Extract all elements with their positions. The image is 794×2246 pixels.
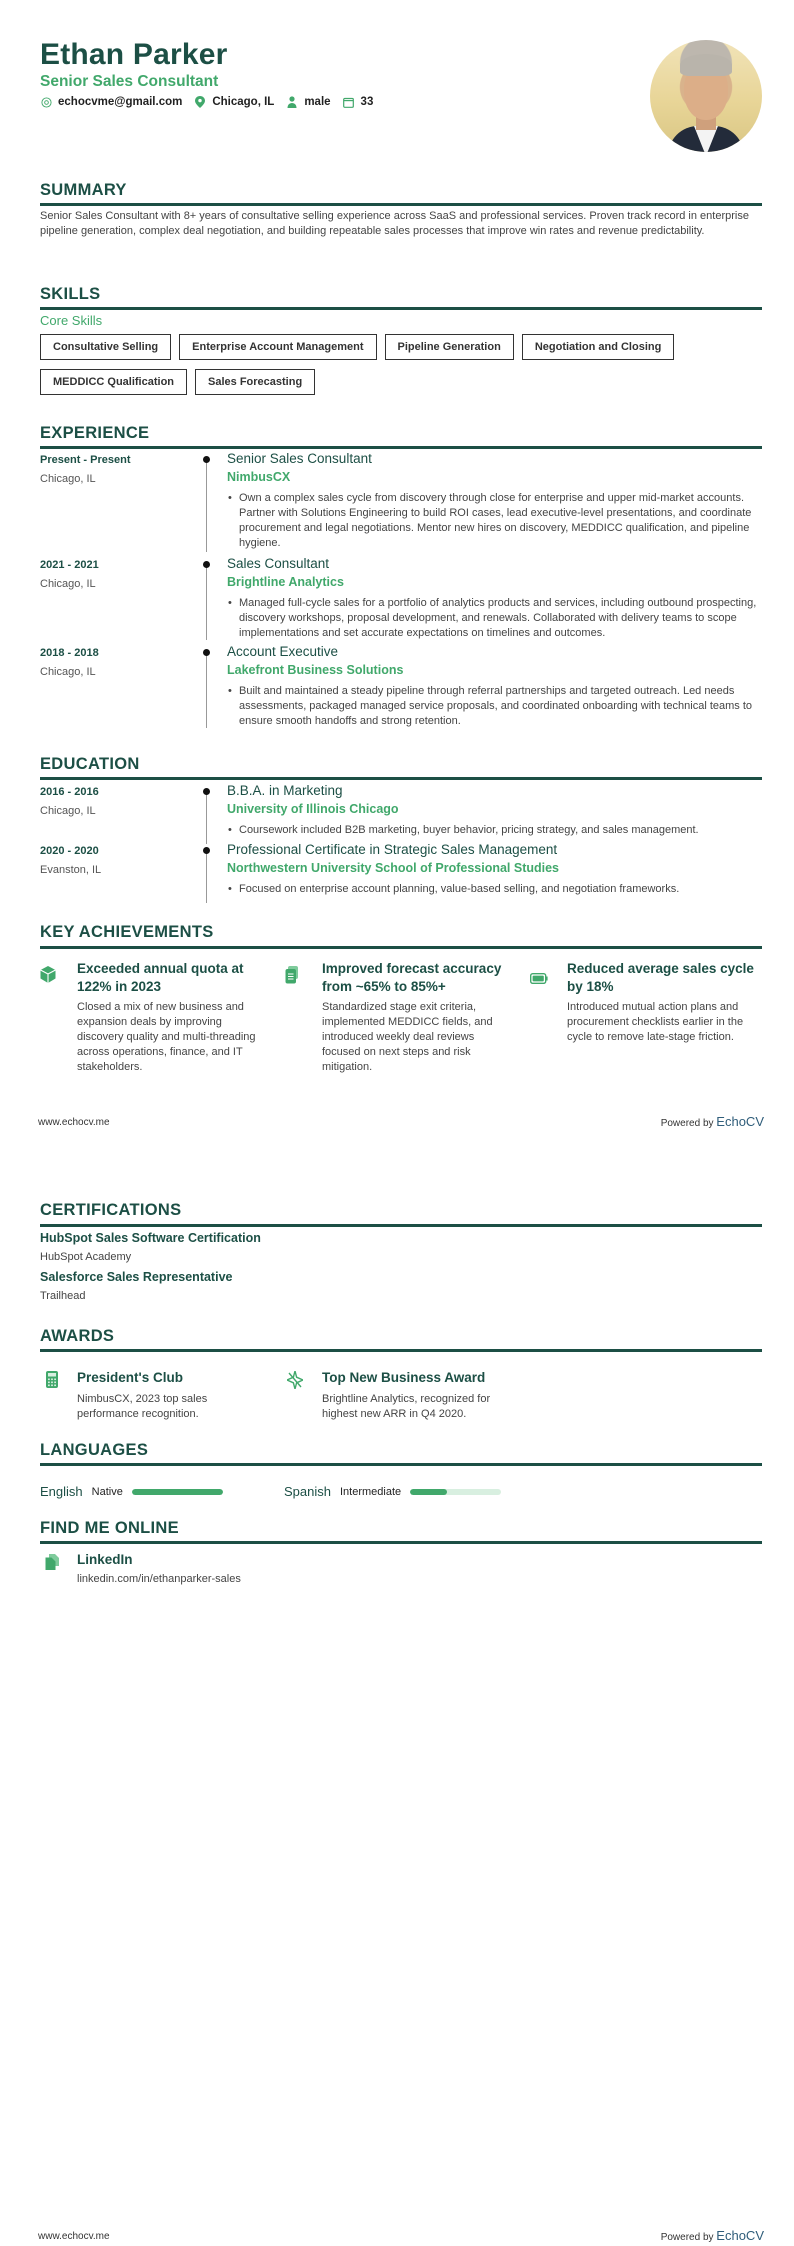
entry-location: Chicago, IL bbox=[40, 805, 96, 817]
timeline-dot bbox=[203, 561, 210, 568]
entry-bullet: • Built and maintained a steady pipeline through referral partnerships and targeted outreach. Led needs assessments, packaged managed service proposals, and coordinated onboarding with technical teams to ensure smooth handoffs and strong retention. bbox=[227, 684, 761, 729]
timeline-dot bbox=[203, 847, 210, 854]
powered-by-label: Powered by bbox=[660, 1118, 714, 1129]
entry-dates: 2016 - 2016 bbox=[40, 786, 99, 798]
languages-heading: LANGUAGES bbox=[40, 1441, 149, 1459]
achievements-divider bbox=[40, 946, 762, 949]
summary-divider bbox=[40, 203, 762, 206]
entry-company: Brightline Analytics bbox=[227, 575, 344, 589]
contact-age-value: 33 bbox=[360, 96, 374, 108]
language-proficiency-fill bbox=[132, 1489, 223, 1495]
footer-powered-by bbox=[661, 2228, 764, 2243]
language-name: Spanish bbox=[284, 1484, 331, 1499]
entry-role: Account Executive bbox=[227, 644, 339, 659]
achievement-title: Improved forecast accuracy from ~65% to 85%+ bbox=[322, 961, 502, 994]
footer-site-link[interactable]: www.echocv.me bbox=[38, 1117, 110, 1128]
skills-group-label: Core Skills bbox=[40, 313, 103, 328]
entry-degree: Professional Certificate in Strategic Sales Management bbox=[227, 842, 558, 857]
person-icon bbox=[286, 96, 298, 108]
entry-dates: Present - Present bbox=[40, 454, 131, 466]
contact-email[interactable] bbox=[40, 96, 182, 108]
cube-icon bbox=[40, 966, 56, 982]
experience-entry bbox=[40, 644, 762, 729]
entry-location: Chicago, IL bbox=[40, 666, 96, 678]
sparkle-icon bbox=[287, 1371, 301, 1389]
language-item bbox=[40, 1484, 223, 1499]
entry-location: Chicago, IL bbox=[40, 473, 96, 485]
entry-bullet: • Managed full-cycle sales for a portfolio of analytics products and services, including outbound prospecting, discovery workshops, proposal development, and renewals. Collaborated with delivery teams to scope implementations and set accurate expectations on timelines and outcomes. bbox=[227, 596, 761, 641]
entry-school: Northwestern University School of Professional Studies bbox=[227, 861, 560, 875]
skills-list bbox=[40, 334, 762, 395]
languages-divider bbox=[40, 1463, 762, 1466]
awards-heading: AWARDS bbox=[40, 1327, 115, 1345]
entry-location: Chicago, IL bbox=[40, 578, 96, 590]
language-name: English bbox=[40, 1484, 83, 1499]
online-divider bbox=[40, 1541, 762, 1544]
experience-divider bbox=[40, 446, 762, 449]
timeline-line bbox=[206, 792, 207, 844]
brand-logo-text: EchoCV bbox=[716, 2228, 764, 2243]
candidate-name: Ethan Parker bbox=[40, 38, 228, 71]
certification-name: Salesforce Sales Representative bbox=[40, 1270, 233, 1284]
contact-row bbox=[40, 96, 385, 108]
contact-location bbox=[194, 96, 274, 108]
candidate-title: Senior Sales Consultant bbox=[40, 73, 219, 90]
skill-chip: Pipeline Generation bbox=[385, 334, 514, 360]
at-icon bbox=[40, 96, 52, 108]
skill-chip: Consultative Selling bbox=[40, 334, 171, 360]
timeline-line bbox=[206, 565, 207, 640]
education-divider bbox=[40, 777, 762, 780]
entry-dates: 2021 - 2021 bbox=[40, 559, 99, 571]
timeline-dot bbox=[203, 788, 210, 795]
experience-entry bbox=[40, 451, 762, 552]
contact-gender-value: male bbox=[304, 96, 331, 108]
entry-location: Evanston, IL bbox=[40, 864, 102, 876]
achievement-title: Exceeded annual quota at 122% in 2023 bbox=[77, 961, 244, 994]
footer-site-link[interactable]: www.echocv.me bbox=[38, 2231, 110, 2242]
skills-heading: SKILLS bbox=[40, 285, 101, 303]
award-title: President's Club bbox=[77, 1370, 183, 1385]
timeline-dot bbox=[203, 649, 210, 656]
calendar-icon bbox=[343, 96, 355, 108]
entry-role: Sales Consultant bbox=[227, 556, 330, 571]
photo-hair bbox=[680, 54, 732, 76]
achievements-heading: KEY ACHIEVEMENTS bbox=[40, 923, 214, 941]
footer-powered-by bbox=[661, 1114, 764, 1129]
skills-divider bbox=[40, 307, 762, 310]
battery-icon bbox=[530, 969, 546, 985]
skill-chip: Sales Forecasting bbox=[195, 369, 315, 395]
education-entry bbox=[40, 783, 762, 842]
contact-age bbox=[343, 96, 374, 108]
contact-email-value: echocvme@gmail.com bbox=[58, 96, 183, 108]
profile-photo bbox=[650, 40, 762, 152]
award-text: Brightline Analytics, recognized for highest new ARR in Q4 2020. bbox=[322, 1393, 491, 1420]
calculator-icon bbox=[46, 1371, 60, 1389]
powered-by-label: Powered by bbox=[660, 2232, 714, 2243]
language-item bbox=[284, 1484, 501, 1499]
online-item[interactable] bbox=[40, 1552, 340, 1602]
online-url[interactable]: linkedin.com/in/ethanparker-sales bbox=[77, 1573, 241, 1585]
entry-degree: B.B.A. in Marketing bbox=[227, 783, 343, 798]
language-level: Intermediate bbox=[339, 1485, 402, 1498]
summary-text: Senior Sales Consultant with 8+ years of consultative selling experience across SaaS and professional services. Proven track record in enterprise pipeline generation, complex deal negotiation, and building repeatable sales processes that improve win rates and revenue predictability. bbox=[40, 210, 749, 237]
timeline-line bbox=[206, 851, 207, 903]
entry-school: University of Illinois Chicago bbox=[227, 802, 399, 816]
certification-name: HubSpot Sales Software Certification bbox=[40, 1231, 261, 1245]
education-heading: EDUCATION bbox=[40, 755, 140, 773]
achievement-text: Closed a mix of new business and expansion deals by improving discovery quality and multi-threading across operations, finance, and IT stakeholders. bbox=[77, 1001, 256, 1073]
language-proficiency-fill bbox=[410, 1489, 446, 1495]
timeline-line bbox=[206, 460, 207, 552]
skill-chip: Enterprise Account Management bbox=[179, 334, 376, 360]
award-text: NimbusCX, 2023 top sales performance recognition. bbox=[77, 1393, 208, 1420]
entry-bullet: • Own a complex sales cycle from discovery through close for enterprise and upper mid-market accounts. Partner with Solutions Engineering to build ROI cases, lead executive-level presentations, and coordinate procurement and legal negotiations. Mentor new hires on discovery, MEDDICC qualification, and pipeline hygiene. bbox=[227, 491, 761, 551]
online-label: LinkedIn bbox=[77, 1552, 133, 1567]
entry-bullet: • Coursework included B2B marketing, buyer behavior, pricing strategy, and sales management. bbox=[227, 823, 761, 838]
achievement-title: Reduced average sales cycle by 18% bbox=[567, 961, 754, 994]
summary-heading: SUMMARY bbox=[40, 181, 127, 199]
language-proficiency-bar bbox=[410, 1489, 501, 1495]
award-title: Top New Business Award bbox=[322, 1370, 486, 1385]
contact-location-value: Chicago, IL bbox=[212, 96, 275, 108]
language-proficiency-bar bbox=[132, 1489, 223, 1495]
document-icon bbox=[45, 1554, 60, 1574]
education-entry bbox=[40, 842, 762, 901]
certifications-divider bbox=[40, 1224, 762, 1227]
entry-dates: 2020 - 2020 bbox=[40, 845, 99, 857]
timeline-line bbox=[206, 653, 207, 728]
timeline-dot bbox=[203, 456, 210, 463]
brand-logo-text: EchoCV bbox=[716, 1114, 764, 1129]
language-level: Native bbox=[91, 1485, 123, 1498]
achievement-text: Standardized stage exit criteria, implemented MEDDICC fields, and introduced weekly deal reviews focused on next steps and risk mitigation. bbox=[322, 1001, 493, 1073]
entry-company: NimbusCX bbox=[227, 470, 291, 484]
skill-chip: Negotiation and Closing bbox=[522, 334, 675, 360]
experience-heading: EXPERIENCE bbox=[40, 424, 150, 442]
entry-dates: 2018 - 2018 bbox=[40, 647, 99, 659]
skill-chip: MEDDICC Qualification bbox=[40, 369, 187, 395]
entry-role: Senior Sales Consultant bbox=[227, 451, 372, 466]
certifications-heading: CERTIFICATIONS bbox=[40, 1201, 182, 1219]
clipboard-icon bbox=[285, 966, 301, 982]
certification-issuer: Trailhead bbox=[40, 1290, 86, 1302]
certification-issuer: HubSpot Academy bbox=[40, 1251, 132, 1263]
awards-divider bbox=[40, 1349, 762, 1352]
contact-gender bbox=[286, 96, 330, 108]
entry-bullet: • Focused on enterprise account planning, value-based selling, and negotiation frameworks. bbox=[227, 882, 761, 897]
experience-entry bbox=[40, 556, 762, 641]
online-heading: FIND ME ONLINE bbox=[40, 1519, 179, 1537]
entry-company: Lakefront Business Solutions bbox=[227, 663, 404, 677]
achievement-text: Introduced mutual action plans and procurement checklists earlier in the cycle to remove late-stage friction. bbox=[567, 1001, 744, 1043]
location-pin-icon bbox=[194, 96, 206, 108]
